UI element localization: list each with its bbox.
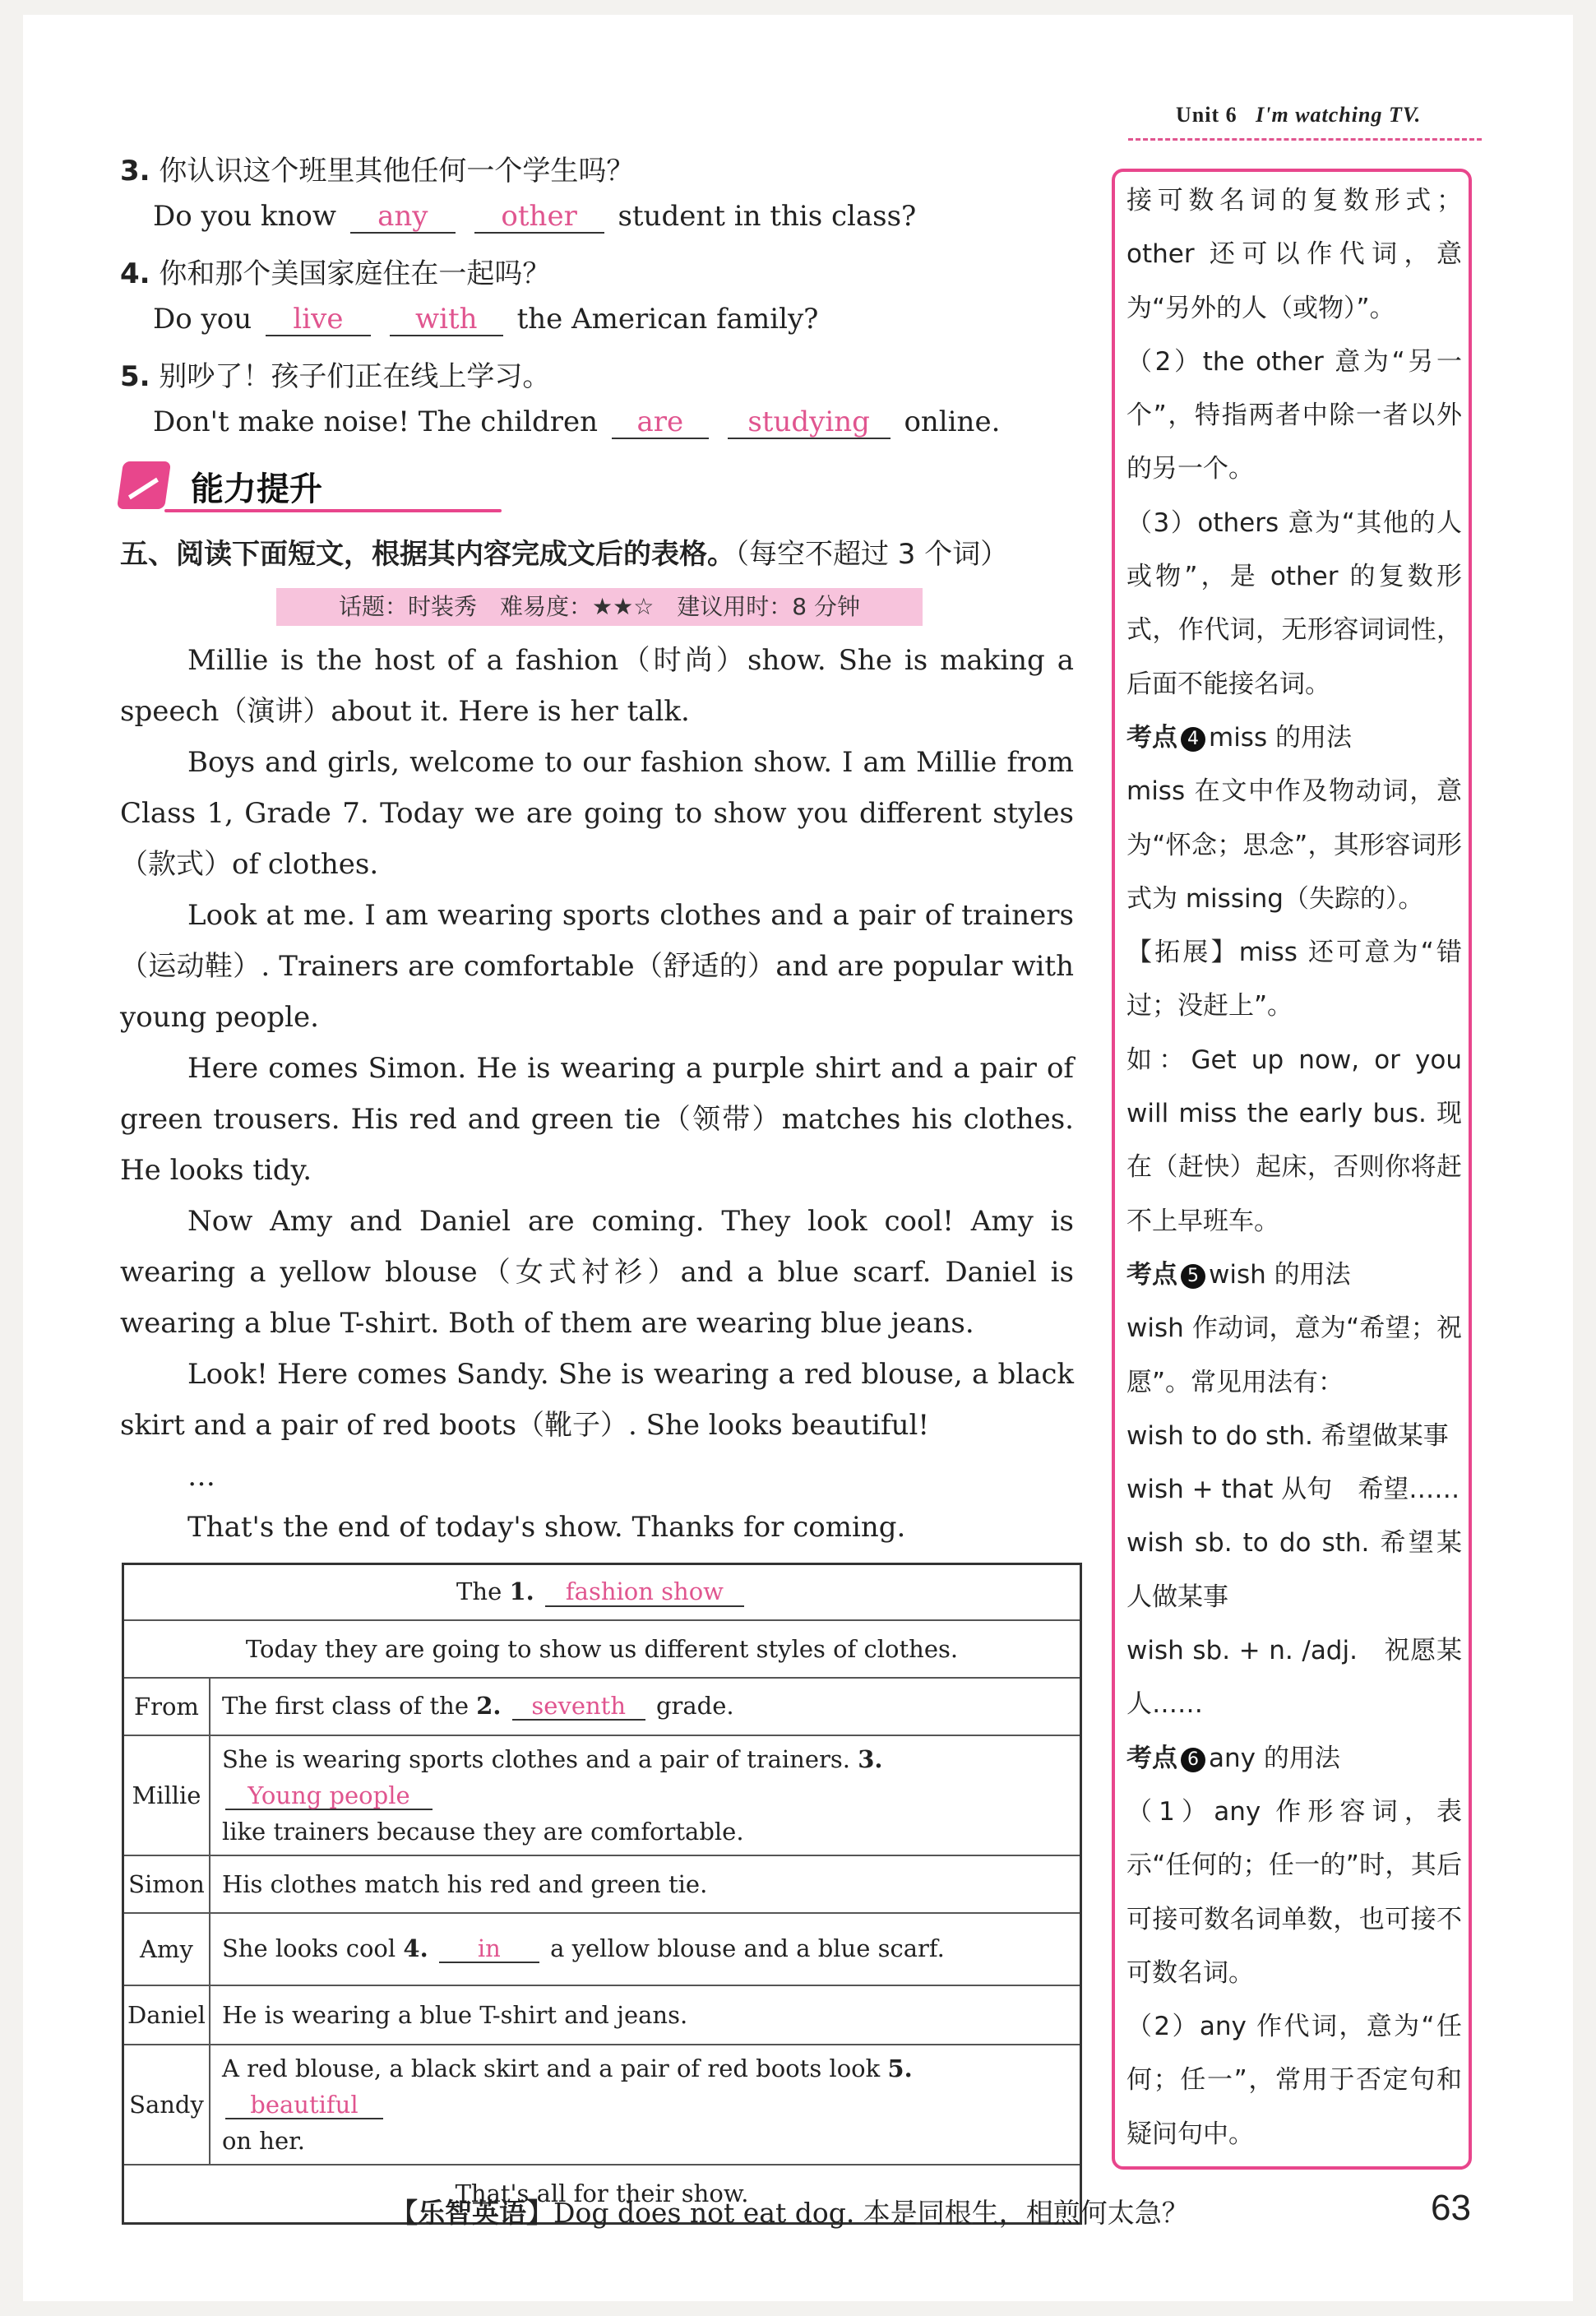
- sentence-part: student in this class?: [618, 200, 917, 233]
- section-heading: [115, 456, 395, 516]
- table-title-cell: [123, 1564, 1081, 1620]
- pencil-chart-icon: [117, 461, 171, 509]
- answer-blank[interactable]: seventh: [512, 1693, 645, 1721]
- exercise-number: 5.: [120, 360, 150, 393]
- key-point-5: [1126, 1248, 1462, 1302]
- row-content: His clothes match his red and green tie.: [210, 1855, 1081, 1913]
- table-intro-cell: Today they are going to show us different styles of clothes.: [123, 1620, 1081, 1678]
- answer-blank[interactable]: studying: [728, 407, 891, 439]
- answer-blank[interactable]: with: [390, 304, 503, 336]
- note-paragraph: （2）the other 意为“另一个”，特指两者中除一者以外的另一个。: [1126, 346, 1462, 484]
- note-paragraph: wish sb. to do sth. 希望某人做某事: [1126, 1528, 1462, 1612]
- summary-table: [122, 1563, 1082, 2225]
- cell-text: The: [456, 1577, 502, 1605]
- row-label: Daniel: [123, 1985, 210, 2045]
- instruction-note: （每空不超过 3 个词）: [735, 538, 1009, 571]
- cell-text: The first class of the: [221, 1691, 469, 1720]
- sentence-part: the American family?: [516, 303, 819, 336]
- note-paragraph: 接可数名词的复数形式；other 还可以作代词，意为“另外的人（或物）”。: [1126, 186, 1462, 323]
- sidebar-notes: [1126, 174, 1462, 2161]
- table-end-cell: That's all for their show.: [123, 2165, 1081, 2224]
- running-header: [1176, 103, 1421, 127]
- exercise-number: 3.: [120, 155, 150, 188]
- key-point-title: miss 的用法: [1209, 722, 1352, 753]
- blank-number: 4.: [403, 1934, 428, 1962]
- note-paragraph: 【拓展】miss 还可意为“错过；没赶上”。: [1126, 938, 1462, 1021]
- row-label: Amy: [123, 1913, 210, 1985]
- blank-number: 3.: [858, 1744, 883, 1773]
- sentence-part: Do you know: [153, 200, 336, 233]
- cell-text: a yellow blouse and a blue scarf.: [550, 1934, 945, 1962]
- row-content: [210, 2045, 1081, 2165]
- answer-blank[interactable]: Young people: [225, 1783, 433, 1811]
- exercise-5-sentence: [153, 405, 1000, 439]
- note-paragraph: （2）any 作代词，意为“任何；任一”，常用于否定句和疑问句中。: [1126, 2012, 1462, 2149]
- row-content: He is wearing a blue T-shirt and jeans.: [210, 1985, 1081, 2045]
- table-row: [123, 1855, 1081, 1913]
- key-point-6: [1126, 1732, 1462, 1786]
- row-content: [210, 1735, 1081, 1855]
- row-label: From: [123, 1678, 210, 1735]
- note-paragraph: wish + that 从句 希望……: [1126, 1475, 1460, 1505]
- table-row: [123, 1913, 1081, 1985]
- cell-text: She is wearing sports clothes and a pair of trainers.: [221, 1744, 850, 1773]
- blank-number: 2.: [476, 1691, 502, 1720]
- row-label: Millie: [123, 1735, 210, 1855]
- exercise-5-question: [120, 354, 550, 394]
- topic-banner: 话题：时装秀 难易度：★★☆ 建议用时：8 分钟: [276, 588, 923, 626]
- note-paragraph: （1）any 作形容词，表示“任何的；任一的”时，其后可接可数名词单数，也可接不可数名词。: [1126, 1796, 1462, 1988]
- exercise-number: 4.: [120, 257, 150, 290]
- key-point-label: 考点: [1126, 1743, 1177, 1773]
- passage-ellipsis: …: [187, 1460, 215, 1493]
- number-badge-icon: 5: [1181, 1264, 1205, 1289]
- answer-blank[interactable]: fashion show: [545, 1579, 744, 1607]
- number-badge-icon: 6: [1181, 1748, 1205, 1772]
- table-row: [123, 2045, 1081, 2165]
- passage-paragraph: Millie is the host of a fashion（时尚）show. She is making a speech（演讲）about it. Here is her talk.: [120, 644, 1074, 728]
- section-underline: [164, 509, 502, 512]
- answer-blank[interactable]: live: [266, 304, 371, 336]
- key-point-label: 考点: [1126, 1259, 1177, 1290]
- passage-paragraph: Now Amy and Daniel are coming. They look cool! Amy is wearing a yellow blouse（女式衬衫）and a blue scarf. Daniel is wearing a blue T-shirt. Both of them are wearing blue jeans.: [120, 1205, 1074, 1340]
- header-divider: [1128, 138, 1482, 141]
- key-point-4: [1126, 711, 1462, 765]
- table-row: [123, 1620, 1081, 1678]
- key-point-title: any 的用法: [1209, 1743, 1340, 1773]
- answer-blank[interactable]: beautiful: [225, 2092, 383, 2120]
- note-paragraph: 如：Get up now, or you will miss the early bus. 现在（赶快）起床，否则你将赶不上早班车。: [1126, 1045, 1462, 1236]
- table-row: [123, 1985, 1081, 2045]
- blank-number: 1.: [509, 1577, 534, 1605]
- passage-paragraph: Look at me. I am wearing sports clothes and a pair of trainers（运动鞋）. Trainers are comfortable（舒适的）and are popular with young people.: [120, 899, 1074, 1034]
- sentence-part: online.: [904, 405, 1001, 438]
- passage-paragraph: That's the end of today's show. Thanks for coming.: [187, 1511, 906, 1544]
- cell-text: She looks cool: [221, 1934, 396, 1962]
- table-row: [123, 1564, 1081, 1620]
- table-row: [123, 1678, 1081, 1735]
- cell-text: like trainers because they are comfortable.: [221, 1817, 744, 1846]
- footer-proverb: Dog does not eat dog. 本是同根生，相煎何太急？: [553, 2197, 1189, 2229]
- note-paragraph: wish 作动词，意为“希望；祝愿”。常见用法有：: [1126, 1313, 1462, 1397]
- exercise-3-sentence: [153, 200, 916, 234]
- footer-brand: 【乐智英语】: [391, 2197, 553, 2229]
- exercise-4-question: [120, 251, 550, 291]
- passage-paragraph: Look! Here comes Sandy. She is wearing a red blouse, a black skirt and a pair of red boots（靴子）. She looks beautiful!: [120, 1358, 1074, 1442]
- row-content: [210, 1678, 1081, 1735]
- header-title: I'm watching TV.: [1256, 103, 1422, 127]
- passage-paragraph: Here comes Simon. He is wearing a purple shirt and a pair of green trousers. His red and green tie（领带）matches his clothes. He looks tidy.: [120, 1052, 1074, 1187]
- answer-blank[interactable]: any: [350, 201, 456, 234]
- row-label: Sandy: [123, 2045, 210, 2165]
- page-footer: [391, 2192, 1189, 2230]
- cell-text: grade.: [655, 1691, 734, 1720]
- cell-text: A red blouse, a black skirt and a pair of red boots look: [221, 2054, 881, 2082]
- table-row: [123, 1735, 1081, 1855]
- note-paragraph: wish sb. + n. /adj. 祝愿某人……: [1126, 1636, 1462, 1720]
- page-number: 63: [1431, 2188, 1471, 2228]
- reading-instruction: [120, 531, 1008, 572]
- note-paragraph: miss 在文中作及物动词，意为“怀念；思念”，其形容词形式为 missing（失踪的）。: [1126, 776, 1462, 914]
- exercise-cn: 你认识这个班里其他任何一个学生吗？: [159, 155, 635, 188]
- answer-blank[interactable]: in: [439, 1936, 539, 1964]
- sentence-part: Don't make noise! The children: [153, 405, 598, 438]
- answer-blank[interactable]: other: [474, 201, 604, 234]
- instruction-text: 五、阅读下面短文，根据其内容完成文后的表格。: [120, 538, 735, 571]
- key-point-label: 考点: [1126, 722, 1177, 753]
- row-content: [210, 1913, 1081, 1985]
- exercise-4-sentence: [153, 303, 818, 336]
- exercise-cn: 别吵了！孩子们正在线上学习。: [159, 360, 551, 393]
- number-badge-icon: 4: [1181, 727, 1205, 752]
- passage-paragraph: Boys and girls, welcome to our fashion show. I am Millie from Class 1, Grade 7. Today we are going to show you different styles（款式）of clothes.: [120, 746, 1074, 881]
- section-title: 能力提升: [191, 470, 322, 508]
- blank-number: 5.: [887, 2054, 913, 2082]
- note-paragraph: （3）others 意为“其他的人或物”，是 other 的复数形式，作代词，无形容词词性，后面不能接名词。: [1126, 507, 1462, 699]
- cell-text: on her.: [221, 2126, 306, 2155]
- exercise-3-question: [120, 148, 634, 188]
- key-point-title: wish 的用法: [1209, 1259, 1351, 1290]
- row-label: Simon: [123, 1855, 210, 1913]
- header-unit: Unit 6: [1176, 103, 1237, 127]
- note-paragraph: wish to do sth. 希望做某事: [1126, 1420, 1449, 1451]
- answer-blank[interactable]: are: [612, 407, 709, 439]
- sentence-part: Do you: [153, 303, 252, 336]
- exercise-cn: 你和那个美国家庭住在一起吗？: [159, 257, 551, 290]
